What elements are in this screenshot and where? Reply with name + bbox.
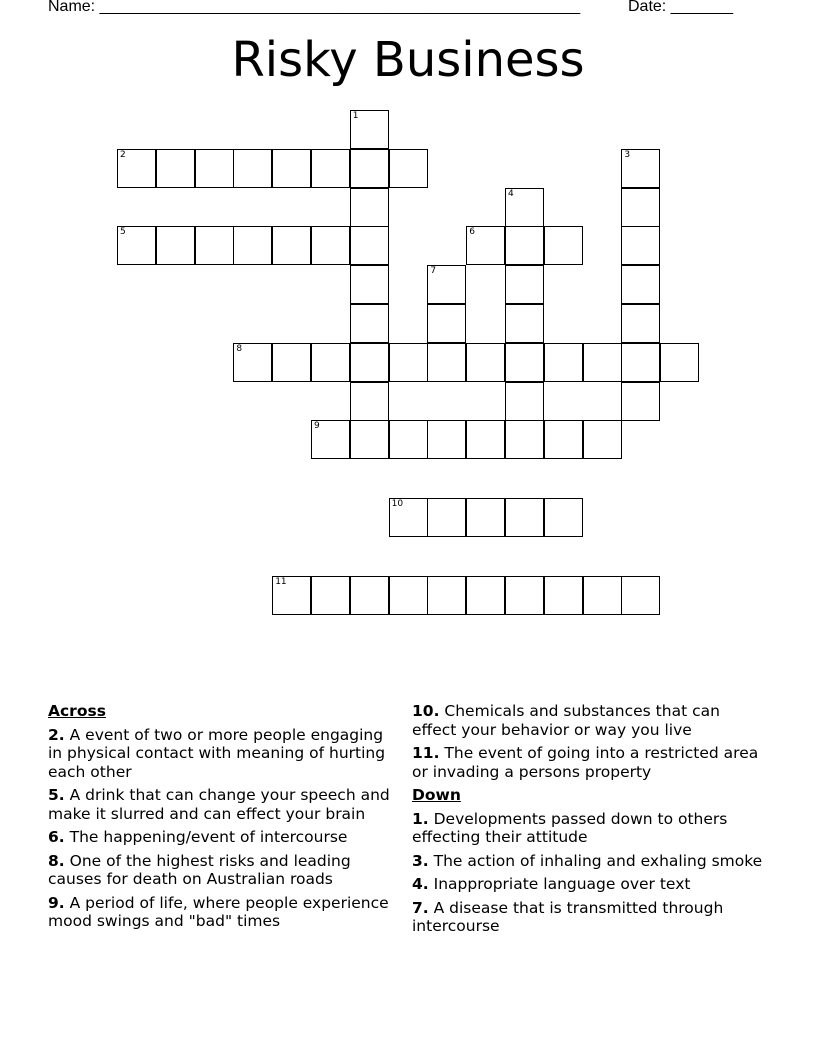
grid-cell[interactable]: [544, 576, 583, 615]
clue-across-8: 8. One of the highest risks and leading causes for death on Australian roads: [48, 851, 351, 888]
grid-cell[interactable]: [466, 420, 505, 459]
grid-cell[interactable]: [389, 576, 428, 615]
clue-number: 8: [236, 343, 243, 354]
grid-cell[interactable]: [233, 149, 272, 188]
grid-cell[interactable]: [621, 265, 660, 304]
grid-cell[interactable]: [350, 576, 389, 615]
grid-cell[interactable]: [350, 265, 389, 304]
grid-cell[interactable]: [583, 420, 622, 459]
grid-cell[interactable]: [350, 304, 389, 343]
clue-number: 4: [508, 188, 514, 199]
clue-number: 1: [352, 111, 359, 121]
grid-cell[interactable]: [621, 343, 660, 382]
grid-cell[interactable]: [311, 343, 350, 382]
grid-cell[interactable]: [311, 149, 350, 188]
grid-cell[interactable]: [466, 343, 505, 382]
clue-across-5: 5. A drink that can change your speech and make it slurred and can effect your brain: [48, 786, 390, 823]
grid-cell[interactable]: [466, 226, 505, 265]
grid-cell[interactable]: [621, 576, 660, 615]
grid-cell[interactable]: [621, 304, 660, 343]
grid-cell[interactable]: [156, 226, 195, 265]
clue-across-11: 11. The event of going into a restricted area or invading a persons property: [412, 744, 759, 781]
grid-cell[interactable]: [233, 343, 272, 382]
clue-number: 11: [275, 576, 287, 587]
grid-cell[interactable]: [389, 498, 428, 537]
grid-cell[interactable]: [544, 343, 583, 382]
grid-cell[interactable]: [466, 498, 505, 537]
grid-cell[interactable]: [427, 304, 466, 343]
grid-cell[interactable]: [621, 382, 660, 421]
grid-cell[interactable]: [621, 188, 660, 227]
grid-cell[interactable]: [583, 576, 622, 615]
grid-cell[interactable]: [427, 576, 466, 615]
grid-cell[interactable]: [427, 420, 466, 459]
grid-cell[interactable]: [583, 343, 622, 382]
down-heading: Down: [412, 786, 461, 804]
grid-cell[interactable]: [505, 226, 544, 265]
grid-cell[interactable]: [621, 226, 660, 265]
grid-cell[interactable]: [272, 226, 311, 265]
grid-cell[interactable]: [621, 149, 660, 188]
clue-number: 2: [120, 149, 126, 160]
grid-cell[interactable]: [117, 226, 156, 265]
clue-across-10: 10. Chemicals and substances that can effect your behavior or way you live: [412, 702, 720, 739]
grid-cell[interactable]: [311, 420, 350, 459]
clue-down-1: 1. Developments passed down to others effecting their attitude: [412, 809, 728, 846]
clue-across-9: 9. A period of life, where people experience mood swings and "bad" times: [48, 893, 389, 930]
grid-cell[interactable]: [195, 226, 234, 265]
grid-cell[interactable]: [427, 265, 466, 304]
grid-cell[interactable]: [389, 343, 428, 382]
clue-number: 6: [469, 227, 475, 238]
grid-cell[interactable]: [350, 382, 389, 421]
grid-cell[interactable]: [272, 149, 311, 188]
grid-cell[interactable]: [427, 343, 466, 382]
grid-cell[interactable]: [156, 149, 195, 188]
grid-cell[interactable]: [505, 420, 544, 459]
grid-cell[interactable]: [544, 226, 583, 265]
clue-number: 7: [430, 266, 437, 277]
grid-cell[interactable]: [660, 343, 699, 382]
grid-cell[interactable]: [195, 149, 234, 188]
grid-cell[interactable]: [350, 420, 389, 459]
clue-number: 3: [624, 149, 631, 160]
grid-cell[interactable]: [350, 188, 389, 227]
grid-cell[interactable]: [117, 149, 156, 188]
grid-cell[interactable]: [272, 576, 311, 615]
grid-cell[interactable]: [311, 576, 350, 615]
clue-down-3: 3. The action of inhaling and exhaling smoke: [412, 851, 763, 870]
name-field-line[interactable]: Name: ______________________________________________________: [48, 0, 581, 15]
clue-across-2: 2. A event of two or more people engaging in physical contact with meaning of hurting each other: [48, 725, 386, 781]
clue-number: 10: [391, 499, 404, 509]
clue-number: 5: [120, 227, 126, 238]
clues-column-right: [412, 702, 764, 941]
grid-cell[interactable]: [389, 420, 428, 459]
grid-cell[interactable]: [350, 110, 389, 149]
grid-cell[interactable]: [350, 226, 389, 265]
clue-down-7: 7. A disease that is transmitted through intercourse: [412, 898, 724, 935]
puzzle-title: Risky Business: [231, 32, 585, 88]
grid-cell[interactable]: [233, 226, 272, 265]
grid-cell[interactable]: [427, 498, 466, 537]
grid-cell[interactable]: [505, 382, 544, 421]
across-heading: Across: [48, 702, 106, 720]
grid-cell[interactable]: [389, 149, 428, 188]
grid-cell[interactable]: [466, 576, 505, 615]
grid-cell[interactable]: [350, 149, 389, 188]
clues-column-left: [48, 702, 400, 936]
grid-cell[interactable]: [311, 226, 350, 265]
grid-cell[interactable]: [544, 498, 583, 537]
clue-across-6: 6. The happening/event of intercourse: [48, 828, 348, 846]
grid-cell[interactable]: [505, 188, 544, 227]
clue-number: 9: [314, 421, 320, 432]
grid-cell[interactable]: [505, 265, 544, 304]
grid-cell[interactable]: [505, 498, 544, 537]
clue-down-4: 4. Inappropriate language over text: [412, 875, 691, 893]
date-field-line[interactable]: Date: _______: [628, 0, 733, 15]
grid-cell[interactable]: [350, 343, 389, 382]
grid-cell[interactable]: [505, 343, 544, 382]
grid-cell[interactable]: [544, 420, 583, 459]
grid-cell[interactable]: [505, 304, 544, 343]
grid-cell[interactable]: [272, 343, 311, 382]
grid-cell[interactable]: [505, 576, 544, 615]
